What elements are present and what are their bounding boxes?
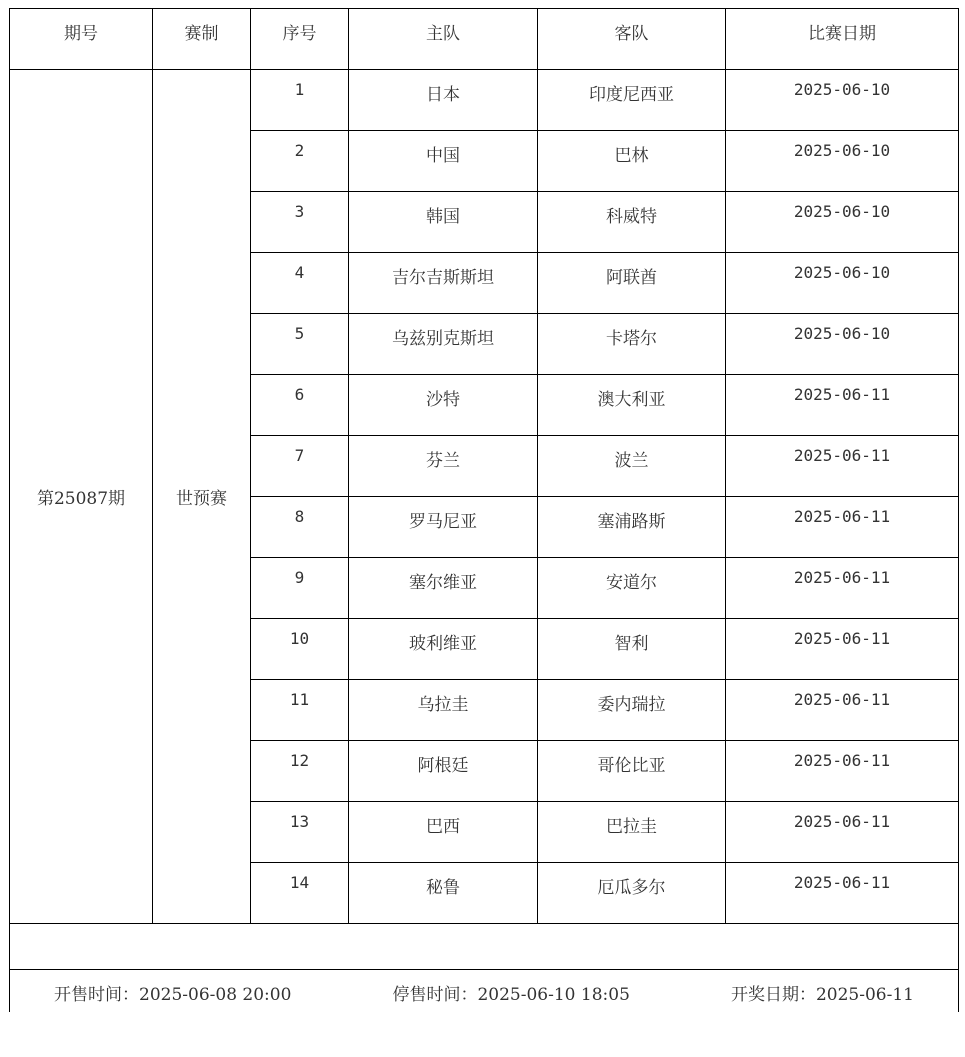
header-seq: 序号 [251, 9, 349, 70]
away-team-cell: 科威特 [538, 192, 726, 253]
home-team-cell: 中国 [349, 131, 538, 192]
table-row [10, 70, 959, 131]
header-row [10, 9, 959, 70]
home-team-cell: 沙特 [349, 375, 538, 436]
match-date-cell: 2025-06-11 [726, 497, 959, 558]
away-team-cell: 厄瓜多尔 [538, 863, 726, 924]
away-team-cell: 澳大利亚 [538, 375, 726, 436]
away-team-cell: 塞浦路斯 [538, 497, 726, 558]
home-team-cell: 乌拉圭 [349, 680, 538, 741]
seq-cell: 2 [251, 131, 349, 192]
seq-cell: 5 [251, 314, 349, 375]
away-team-cell: 巴拉圭 [538, 802, 726, 863]
seq-cell: 9 [251, 558, 349, 619]
away-team-cell: 哥伦比亚 [538, 741, 726, 802]
away-team-cell: 委内瑞拉 [538, 680, 726, 741]
away-team-cell: 卡塔尔 [538, 314, 726, 375]
home-team-cell: 日本 [349, 70, 538, 131]
match-date-cell: 2025-06-11 [726, 558, 959, 619]
match-date-cell: 2025-06-10 [726, 70, 959, 131]
seq-cell: 10 [251, 619, 349, 680]
away-team-cell: 阿联酋 [538, 253, 726, 314]
away-team-cell: 印度尼西亚 [538, 70, 726, 131]
seq-cell: 7 [251, 436, 349, 497]
sale-start-time: 开售时间：2025-06-08 20:00 [54, 984, 292, 1005]
home-team-cell: 阿根廷 [349, 741, 538, 802]
home-team-cell: 吉尔吉斯斯坦 [349, 253, 538, 314]
seq-cell: 8 [251, 497, 349, 558]
sale-stop-time: 停售时间：2025-06-10 18:05 [392, 984, 630, 1005]
match-date-cell: 2025-06-10 [726, 253, 959, 314]
header-away-team: 客队 [538, 9, 726, 70]
match-date-cell: 2025-06-11 [726, 863, 959, 924]
home-team-cell: 芬兰 [349, 436, 538, 497]
match-date-cell: 2025-06-10 [726, 131, 959, 192]
footer-row [10, 970, 959, 1013]
seq-cell: 13 [251, 802, 349, 863]
seq-cell: 12 [251, 741, 349, 802]
away-team-cell: 巴林 [538, 131, 726, 192]
home-team-cell: 巴西 [349, 802, 538, 863]
away-team-cell: 智利 [538, 619, 726, 680]
match-date-cell: 2025-06-10 [726, 192, 959, 253]
home-team-cell: 秘鲁 [349, 863, 538, 924]
empty-row [10, 924, 959, 970]
match-date-cell: 2025-06-11 [726, 680, 959, 741]
seq-cell: 3 [251, 192, 349, 253]
period-cell: 第25087期 [10, 70, 153, 924]
home-team-cell: 塞尔维亚 [349, 558, 538, 619]
format-cell: 世预赛 [153, 70, 251, 924]
match-schedule-table [9, 8, 959, 1012]
seq-cell: 11 [251, 680, 349, 741]
seq-cell: 1 [251, 70, 349, 131]
away-team-cell: 安道尔 [538, 558, 726, 619]
seq-cell: 14 [251, 863, 349, 924]
header-format: 赛制 [153, 9, 251, 70]
draw-date: 开奖日期：2025-06-11 [730, 984, 914, 1005]
header-match-date: 比赛日期 [726, 9, 959, 70]
seq-cell: 4 [251, 253, 349, 314]
empty-cell [10, 924, 959, 970]
home-team-cell: 乌兹别克斯坦 [349, 314, 538, 375]
home-team-cell: 韩国 [349, 192, 538, 253]
match-date-cell: 2025-06-11 [726, 436, 959, 497]
home-team-cell: 玻利维亚 [349, 619, 538, 680]
away-team-cell: 波兰 [538, 436, 726, 497]
match-date-cell: 2025-06-11 [726, 619, 959, 680]
seq-cell: 6 [251, 375, 349, 436]
match-date-cell: 2025-06-11 [726, 802, 959, 863]
footer-cell [10, 970, 959, 1013]
match-date-cell: 2025-06-10 [726, 314, 959, 375]
match-date-cell: 2025-06-11 [726, 741, 959, 802]
match-date-cell: 2025-06-11 [726, 375, 959, 436]
home-team-cell: 罗马尼亚 [349, 497, 538, 558]
header-home-team: 主队 [349, 9, 538, 70]
header-period: 期号 [10, 9, 153, 70]
